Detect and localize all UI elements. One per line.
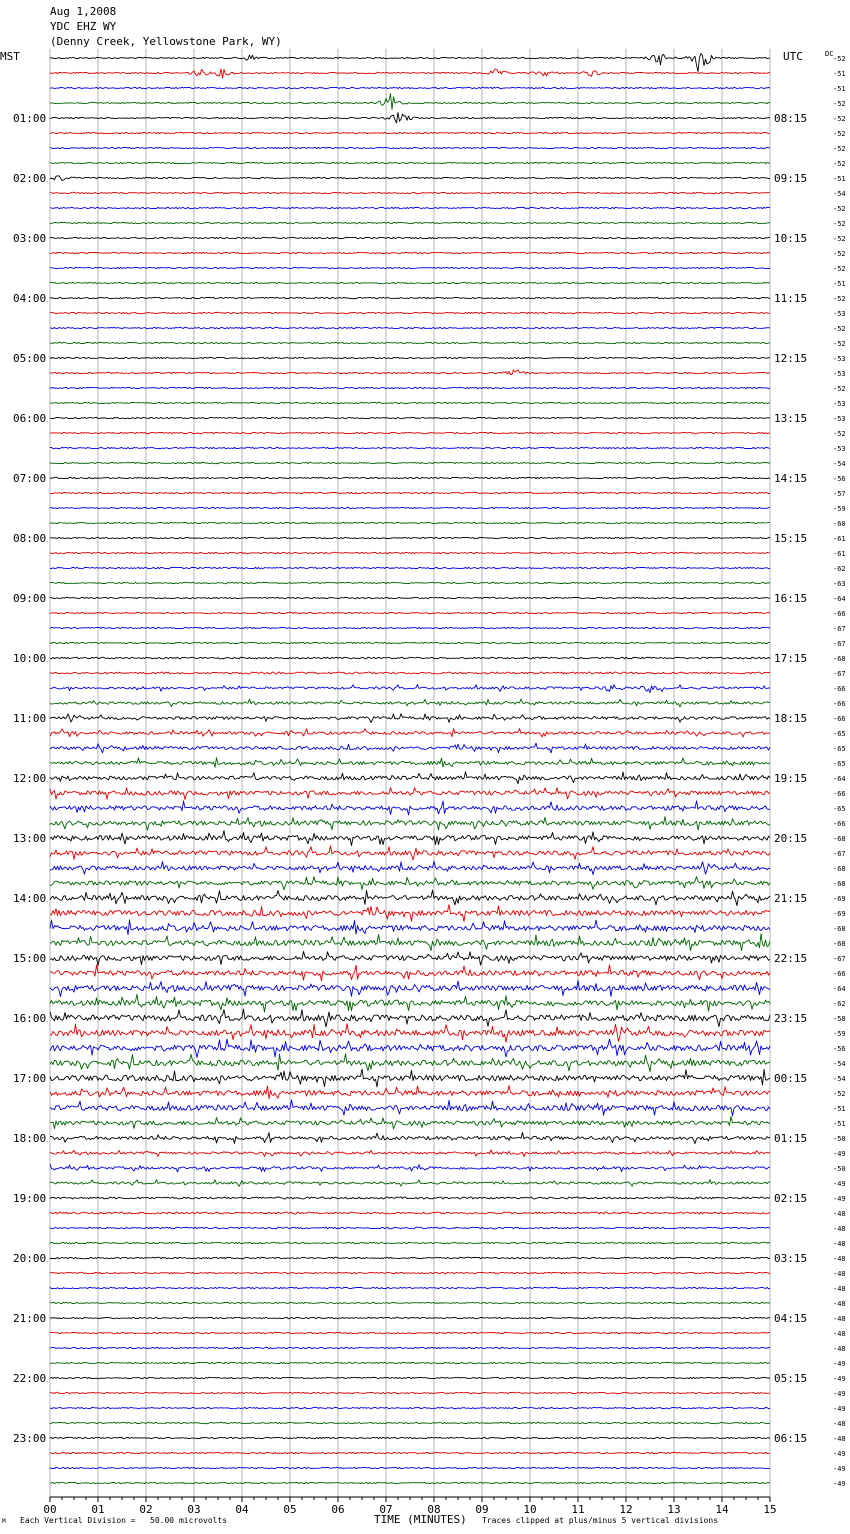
trace-37 [50,612,770,613]
x-tick-label: 14 [715,1503,729,1516]
x-axis-title: TIME (MINUTES) [374,1513,467,1526]
dc-offset-value: -67 [833,955,846,963]
trace-22 [50,387,770,388]
trace-70 [50,1100,770,1116]
right-timezone-label: UTC [783,50,803,63]
dc-offset-value: -48 [833,1240,846,1248]
location-label: (Denny Creek, Yellowstone Park, WY) [50,35,282,48]
trace-29 [50,492,770,493]
trace-89 [50,1392,770,1393]
trace-83 [50,1302,770,1303]
x-tick-label: 12 [619,1503,633,1516]
mst-hour-label: 08:00 [13,532,47,545]
dc-offset-value: -52 [833,160,846,168]
trace-63 [50,994,770,1012]
trace-41 [50,672,770,674]
minute-grid [50,49,770,1497]
dc-offset-value: -64 [833,985,846,993]
dc-offset-value: -49 [833,1360,846,1368]
trace-68 [50,1069,770,1087]
dc-offset-value: -50 [833,1165,846,1173]
dc-offset-value: -52 [833,100,846,108]
mst-hour-label: 13:00 [13,832,47,845]
dc-offset-value: -65 [833,730,846,738]
trace-65 [50,1024,770,1042]
dc-offset-value: -67 [833,850,846,858]
trace-35 [50,582,770,583]
trace-62 [50,980,770,996]
dc-offset-value: -51 [833,280,846,288]
header [0,5,833,63]
utc-hour-label: 17:15 [774,652,808,665]
footer-mark: M [2,1518,6,1525]
dc-offset-value: -61 [833,550,846,558]
dc-offset-value: -54 [833,1075,846,1083]
x-tick-label: 09 [475,1503,489,1516]
trace-10 [50,207,770,208]
utc-hour-label: 13:15 [774,412,808,425]
utc-hour-label: 12:15 [774,352,808,365]
trace-81 [50,1272,770,1273]
dc-offset-value: -49 [833,1195,846,1203]
dc-offset-value: -51 [833,70,846,78]
trace-72 [50,1132,770,1143]
utc-hour-label: 18:15 [774,712,808,725]
dc-offset-value: -58 [833,1015,846,1023]
dc-offset-value: -52 [833,55,846,63]
trace-33 [50,552,770,553]
mst-hour-label: 03:00 [13,232,47,245]
mst-hour-label: 10:00 [13,652,47,665]
dc-offset-value: -65 [833,745,846,753]
dc-offset-value: -49 [833,1480,846,1488]
x-tick-label: 06 [331,1503,345,1516]
dc-offset-value: -52 [833,145,846,153]
dc-offset-value: -48 [833,1330,846,1338]
dc-offset-value: -52 [833,340,846,348]
dc-offset-value: -65 [833,760,846,768]
dc-offset-value: -66 [833,700,846,708]
utc-hour-label: 09:15 [774,172,808,185]
dc-offset-value: -52 [833,295,846,303]
dc-offset-value: -53 [833,400,846,408]
left-timezone-label: MST [0,50,20,63]
dc-offset-value: -50 [833,1135,846,1143]
dc-offset-value: -68 [833,940,846,948]
dc-offset-value: -53 [833,355,846,363]
x-tick-label: 01 [91,1503,105,1516]
trace-23 [50,402,770,403]
trace-91 [50,1422,770,1423]
dc-offset-value: -52 [833,130,846,138]
dc-offset-value: -48 [833,1210,846,1218]
mst-hour-labels [13,112,46,1445]
trace-3 [50,94,770,110]
trace-19 [50,342,770,343]
dc-offset-value: -49 [833,1405,846,1413]
trace-61 [50,965,770,981]
seismic-traces [50,54,770,1484]
dc-offset-value: -68 [833,865,846,873]
utc-hour-label: 19:15 [774,772,808,785]
utc-hour-label: 02:15 [774,1192,808,1205]
utc-hour-label: 03:15 [774,1252,808,1265]
trace-17 [50,312,770,313]
trace-2 [50,87,770,88]
trace-57 [50,905,770,922]
dc-offset-value: -48 [833,1315,846,1323]
trace-26 [50,447,770,448]
mst-hour-label: 23:00 [13,1432,47,1445]
utc-hour-label: 10:15 [774,232,808,245]
mst-hour-label: 04:00 [13,292,47,305]
dc-offset-value: -48 [833,1225,846,1233]
dc-offset-value: -56 [833,475,846,483]
dc-offset-value: -48 [833,1270,846,1278]
trace-6 [50,147,770,148]
dc-offset-value: -51 [833,1105,846,1113]
utc-hour-label: 21:15 [774,892,808,905]
trace-69 [50,1086,770,1099]
dc-offset-value: -59 [833,1030,846,1038]
dc-offset-value: -48 [833,1420,846,1428]
dc-offset-value: -52 [833,115,846,123]
trace-42 [50,685,770,693]
dc-offset-value: -67 [833,625,846,633]
dc-offset-value: -63 [833,580,846,588]
utc-hour-label: 16:15 [774,592,808,605]
mst-hour-label: 09:00 [13,592,47,605]
trace-34 [50,567,770,568]
trace-56 [50,890,770,906]
trace-66 [50,1039,770,1057]
dc-offset-value: -64 [833,595,846,603]
dc-offset-value: -54 [833,1060,846,1068]
dc-offset-value: -51 [833,1120,846,1128]
trace-38 [50,627,770,628]
trace-55 [50,877,770,890]
dc-offset-value: -61 [833,535,846,543]
dc-offset-value: -66 [833,820,846,828]
utc-hour-label: 20:15 [774,832,808,845]
trace-27 [50,462,770,463]
utc-hour-label: 04:15 [774,1312,808,1325]
footer [2,1513,718,1526]
trace-95 [50,1482,770,1483]
trace-28 [50,477,770,478]
x-tick-label: 13 [667,1503,681,1516]
trace-1 [50,69,770,78]
trace-31 [50,522,770,523]
utc-hour-label: 11:15 [774,292,808,305]
trace-25 [50,432,770,433]
trace-7 [50,162,770,163]
dc-offset-value: -66 [833,970,846,978]
trace-78 [50,1227,770,1229]
trace-13 [50,252,770,253]
utc-hour-label: 01:15 [774,1132,808,1145]
trace-93 [50,1452,770,1453]
mst-hour-label: 01:00 [13,112,47,125]
utc-hour-label: 14:15 [774,472,808,485]
dc-offset-value: -48 [833,1255,846,1263]
x-tick-label: 05 [283,1503,297,1516]
dc-offset-value: -68 [833,835,846,843]
trace-84 [50,1317,770,1318]
mst-hour-label: 19:00 [13,1192,47,1205]
x-tick-label: 03 [187,1503,201,1516]
dc-offset-value: -52 [833,220,846,228]
x-tick-label: 15 [763,1503,777,1516]
trace-40 [50,657,770,659]
dc-offset-value: -52 [833,385,846,393]
trace-48 [50,772,770,784]
trace-60 [50,952,770,966]
dc-offset-value: -67 [833,670,846,678]
dc-offset-value: -64 [833,775,846,783]
utc-hour-labels [774,112,807,1445]
dc-offset-value: -52 [833,1090,846,1098]
dc-offset-value: -53 [833,310,846,318]
x-tick-label: 04 [235,1503,249,1516]
dc-offset-value: -68 [833,925,846,933]
dc-offset-value: -65 [833,805,846,813]
dc-offset-value: -60 [833,520,846,528]
dc-offset-value: -49 [833,1465,846,1473]
dc-offset-value: -52 [833,430,846,438]
utc-hour-label: 22:15 [774,952,808,965]
dc-offset-value: -49 [833,1150,846,1158]
mst-hour-label: 20:00 [13,1252,47,1265]
dc-offset-value: -62 [833,565,846,573]
trace-15 [50,282,770,283]
dc-offset-value: -48 [833,1285,846,1293]
trace-53 [50,846,770,860]
mst-hour-label: 14:00 [13,892,47,905]
trace-4 [50,113,770,123]
x-tick-label: 10 [523,1503,537,1516]
dc-offset-value: -49 [833,1375,846,1383]
dc-offset-value: -57 [833,490,846,498]
trace-87 [50,1362,770,1363]
dc-offset-value: -52 [833,205,846,213]
trace-45 [50,729,770,738]
trace-75 [50,1180,770,1187]
dc-offset-value: -68 [833,655,846,663]
trace-32 [50,537,770,538]
trace-88 [50,1377,770,1378]
mst-hour-label: 21:00 [13,1312,47,1325]
dc-offset-value: -48 [833,1345,846,1353]
utc-hour-label: 05:15 [774,1372,808,1385]
dc-offset-value: -54 [833,190,846,198]
trace-94 [50,1467,770,1468]
clip-note: Traces clipped at plus/minus 5 vertical divisions [482,1516,719,1525]
trace-67 [50,1054,770,1072]
mst-hour-label: 07:00 [13,472,47,485]
trace-76 [50,1197,770,1199]
utc-hour-label: 15:15 [774,532,808,545]
trace-82 [50,1287,770,1288]
x-tick-label: 11 [571,1503,585,1516]
x-tick-label: 02 [139,1503,153,1516]
dc-offset-value: -52 [833,235,846,243]
trace-5 [50,132,770,133]
dc-offset-value: -49 [833,1180,846,1188]
trace-12 [50,237,770,238]
trace-8 [50,176,770,181]
trace-24 [50,417,770,418]
mst-hour-label: 16:00 [13,1012,47,1025]
trace-43 [50,699,770,707]
dc-offset-value: -51 [833,175,846,183]
mst-hour-label: 15:00 [13,952,47,965]
trace-14 [50,267,770,268]
trace-30 [50,507,770,508]
mst-hour-label: 02:00 [13,172,47,185]
dc-offset-value: -66 [833,715,846,723]
dc-offset-value: -53 [833,370,846,378]
trace-50 [50,801,770,815]
dc-offset-value: -67 [833,640,846,648]
dc-offset-value: -54 [833,460,846,468]
trace-18 [50,327,770,328]
trace-51 [50,817,770,831]
dc-offset-value: -49 [833,1390,846,1398]
trace-11 [50,222,770,223]
dc-offset-value: -66 [833,685,846,693]
dc-offset-value: -59 [833,505,846,513]
dc-offset-value: -53 [833,415,846,423]
dc-offset-value: -52 [833,265,846,273]
trace-73 [50,1150,770,1157]
trace-92 [50,1437,770,1438]
trace-71 [50,1116,770,1129]
trace-0 [50,54,770,72]
mst-hour-label: 12:00 [13,772,47,785]
dc-offset-value: -51 [833,85,846,93]
scale-note: Each Vertical Division = 50.00 microvolts [20,1516,228,1525]
dc-offset-value: -68 [833,880,846,888]
utc-hour-label: 08:15 [774,112,808,125]
trace-90 [50,1407,770,1408]
mst-hour-label: 18:00 [13,1132,47,1145]
dc-offset-value: -52 [833,325,846,333]
dc-offset-value: -56 [833,1045,846,1053]
trace-20 [50,357,770,358]
trace-44 [50,714,770,723]
trace-21 [50,370,770,375]
trace-58 [50,920,770,935]
station-label: YDC EHZ WY [50,20,117,33]
dc-offset-label: DC [825,50,834,58]
dc-offset-value: -66 [833,610,846,618]
dc-offset-column [833,55,846,1488]
utc-hour-label: 06:15 [774,1432,808,1445]
mst-hour-label: 17:00 [13,1072,47,1085]
trace-80 [50,1257,770,1259]
mst-hour-label: 11:00 [13,712,47,725]
dc-offset-value: -69 [833,910,846,918]
utc-hour-label: 23:15 [774,1012,808,1025]
trace-52 [50,831,770,846]
trace-54 [50,861,770,874]
trace-64 [50,1009,770,1027]
mst-hour-label: 06:00 [13,412,47,425]
trace-49 [50,788,770,800]
trace-86 [50,1347,770,1348]
x-tick-label: 07 [379,1503,393,1516]
trace-39 [50,642,770,643]
trace-16 [50,297,770,298]
trace-74 [50,1164,770,1172]
date-label: Aug 1,2008 [50,5,117,18]
trace-46 [50,743,770,753]
trace-47 [50,758,770,768]
x-tick-label: 00 [43,1503,57,1516]
mst-hour-label: 22:00 [13,1372,47,1385]
x-tick-label: 08 [427,1503,441,1516]
dc-offset-value: -66 [833,790,846,798]
dc-offset-value: -48 [833,1435,846,1443]
dc-offset-value: -69 [833,895,846,903]
trace-77 [50,1212,770,1214]
trace-85 [50,1332,770,1333]
trace-9 [50,192,770,193]
dc-offset-value: -62 [833,1000,846,1008]
dc-offset-value: -53 [833,445,846,453]
trace-59 [50,934,770,951]
trace-79 [50,1242,770,1244]
dc-offset-value: -52 [833,250,846,258]
utc-hour-label: 00:15 [774,1072,808,1085]
dc-offset-value: -48 [833,1300,846,1308]
mst-hour-label: 05:00 [13,352,47,365]
dc-offset-value: -49 [833,1450,846,1458]
trace-36 [50,597,770,598]
